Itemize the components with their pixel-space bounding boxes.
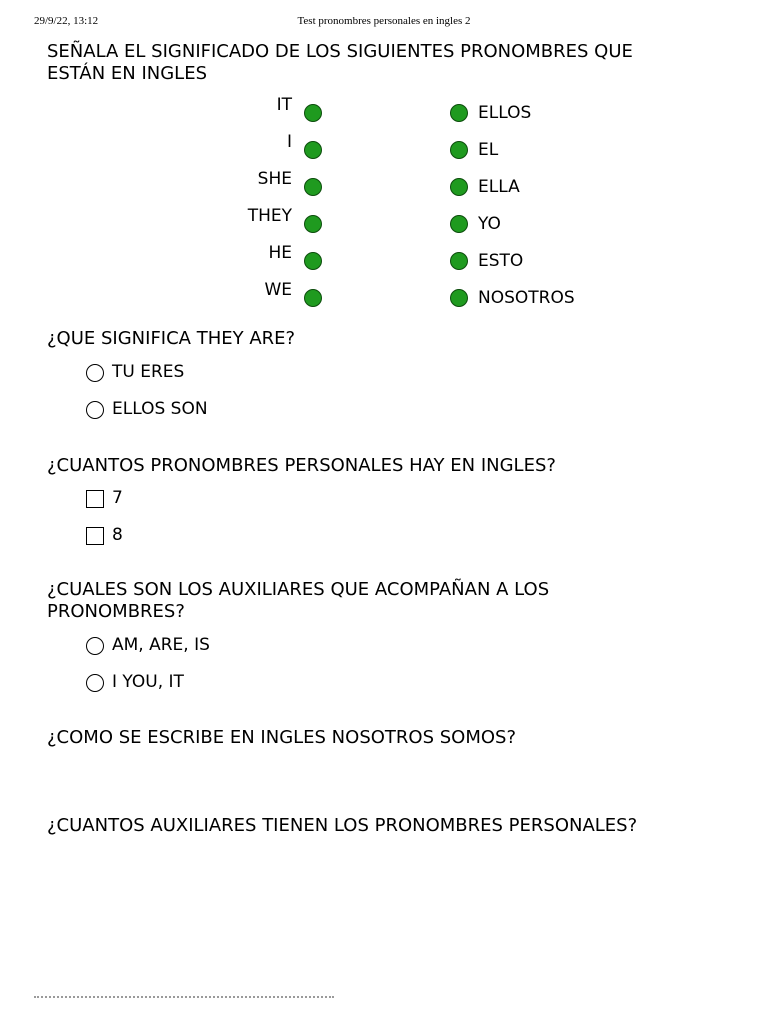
q4-option-label: AM, ARE, IS — [112, 635, 210, 655]
match-left-item[interactable] — [200, 206, 322, 236]
match-dot-icon[interactable] — [450, 141, 468, 159]
question-1-text: SEÑALA EL SIGNIFICADO DE LOS SIGUIENTES PRONOMBRES QUE ESTÁN EN INGLES — [47, 41, 633, 84]
match-left-label: IT — [276, 95, 292, 115]
radio-button[interactable] — [86, 401, 104, 419]
match-left-label: SHE — [257, 169, 292, 189]
radio-button[interactable] — [86, 364, 104, 382]
match-dot-icon[interactable] — [304, 289, 322, 307]
match-right-item[interactable] — [450, 177, 650, 199]
match-dot-icon[interactable] — [450, 104, 468, 122]
print-header — [0, 15, 768, 31]
question-4-text: ¿CUALES SON LOS AUXILIARES QUE ACOMPAÑAN A LOS PRONOMBRES? — [47, 579, 550, 622]
match-dot-icon[interactable] — [304, 215, 322, 233]
match-left-item[interactable] — [200, 280, 322, 310]
match-right-label: ESTO — [478, 251, 524, 271]
match-left-item[interactable] — [200, 132, 322, 162]
match-right-label: EL — [478, 140, 499, 160]
match-right-label: ELLOS — [478, 103, 532, 123]
q2-option-label: ELLOS SON — [112, 399, 208, 419]
print-datetime: 29/9/22, 13:12 — [34, 15, 99, 27]
print-footer-url — [34, 996, 334, 1001]
match-left-label: HE — [268, 243, 292, 263]
match-left-item[interactable] — [200, 95, 322, 125]
match-left-label: WE — [264, 280, 292, 300]
match-dot-icon[interactable] — [304, 141, 322, 159]
match-left-item[interactable] — [200, 169, 322, 199]
match-dot-icon[interactable] — [450, 252, 468, 270]
q4-option-label: I YOU, IT — [112, 672, 184, 692]
match-dot-icon[interactable] — [304, 252, 322, 270]
question-3-text: ¿CUANTOS PRONOMBRES PERSONALES HAY EN INGLES? — [47, 455, 556, 476]
q3-option-label: 8 — [112, 525, 123, 545]
question-2-text: ¿QUE SIGNIFICA THEY ARE? — [47, 328, 296, 349]
match-dot-icon[interactable] — [450, 215, 468, 233]
match-right-item[interactable] — [450, 103, 650, 125]
match-right-label: NOSOTROS — [478, 288, 575, 308]
q2-option-label: TU ERES — [112, 362, 185, 382]
radio-button[interactable] — [86, 637, 104, 655]
match-left-label: THEY — [247, 206, 292, 226]
radio-button[interactable] — [86, 674, 104, 692]
match-right-item[interactable] — [450, 251, 650, 273]
print-title: Test pronombres personales en ingles 2 — [297, 15, 471, 27]
match-right-label: ELLA — [478, 177, 520, 197]
q3-option-label: 7 — [112, 488, 123, 508]
match-dot-icon[interactable] — [450, 289, 468, 307]
match-right-item[interactable] — [450, 140, 650, 162]
match-right-item[interactable] — [450, 288, 650, 310]
match-dot-icon[interactable] — [304, 178, 322, 196]
match-right-label: YO — [478, 214, 501, 234]
question-5-text: ¿COMO SE ESCRIBE EN INGLES NOSOTROS SOMOS? — [47, 727, 517, 748]
match-dot-icon[interactable] — [450, 178, 468, 196]
match-left-label: I — [286, 132, 292, 152]
match-left-item[interactable] — [200, 243, 322, 273]
checkbox[interactable] — [86, 527, 104, 545]
question-6-text: ¿CUANTOS AUXILIARES TIENEN LOS PRONOMBRES PERSONALES? — [47, 815, 638, 836]
match-dot-icon[interactable] — [304, 104, 322, 122]
match-right-item[interactable] — [450, 214, 650, 236]
checkbox[interactable] — [86, 490, 104, 508]
